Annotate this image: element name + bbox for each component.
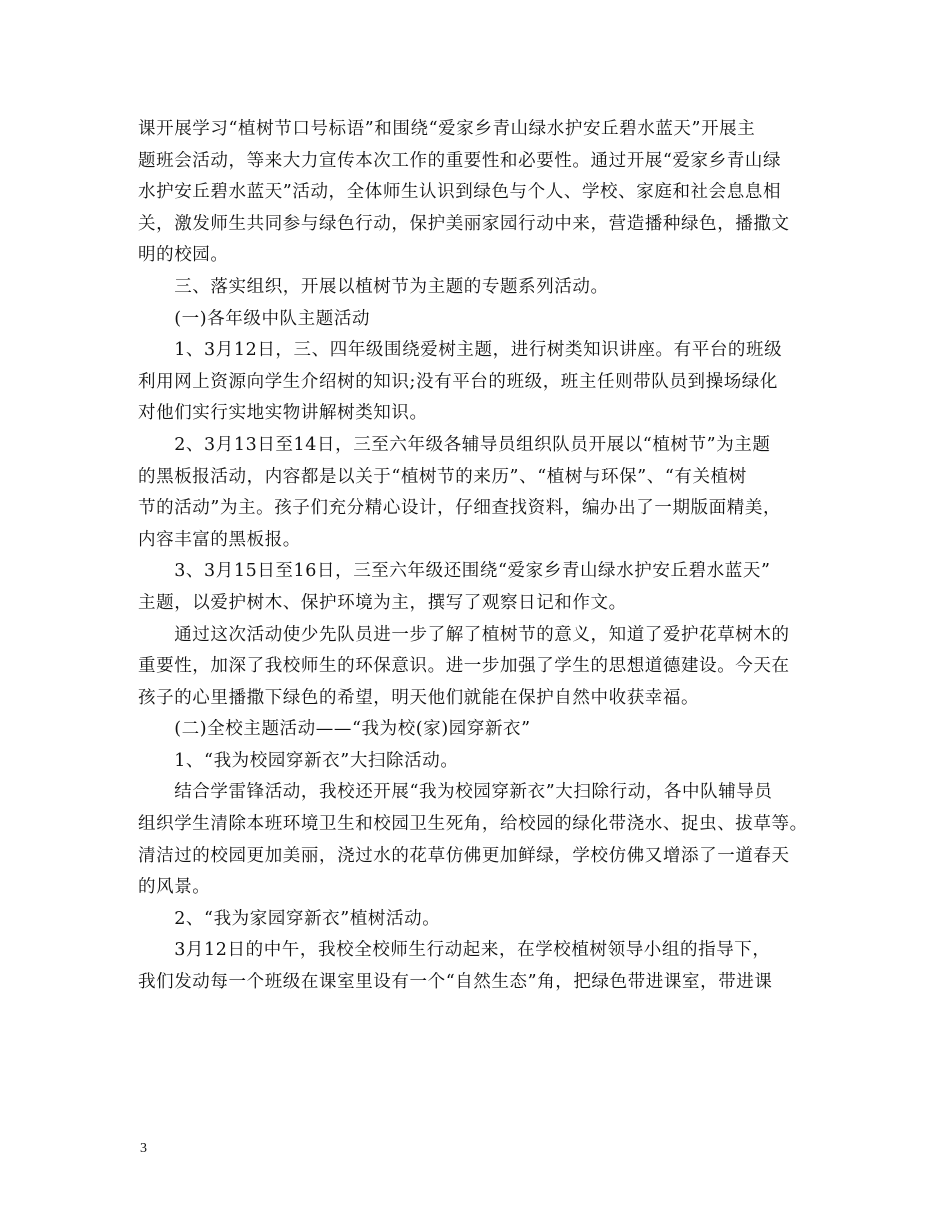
text-line: 明的校园。: [138, 245, 229, 266]
text-line: 3月12日的中午，我校全校师生行动起来，在学校植树领导小组的指导下，: [138, 940, 771, 961]
text-line: 的黑板报活动，内容都是以关于“植树节的来历”、“植树与环保”、“有关植树: [138, 466, 747, 487]
text-line: 水护安丘碧水蓝天”活动，全体师生认识到绿色与个人、学校、家庭和社会息息相: [138, 182, 782, 203]
subsection-heading: (一)各年级中队主题活动: [138, 308, 371, 329]
text-line: 清洁过的校园更加美丽，浇过水的花草仿佛更加鲜绿，学校仿佛又增添了一道春天: [138, 845, 790, 866]
text-line: 重要性，加深了我校师生的环保意识。进一步加强了学生的思想道德建设。今天在: [138, 656, 790, 677]
text-line: 2、3月13日至14日，三至六年级各辅导员组织队员开展以“植树节”为主题: [138, 434, 771, 455]
text-line: 通过这次活动使少先队员进一步了解了植树节的意义，知道了爱护花草树木的: [138, 624, 790, 645]
text-line: 关，激发师生共同参与绿色行动，保护美丽家园行动中来，营造播种绿色，播撒文: [138, 213, 790, 234]
text-line: 对他们实行实地实物讲解树类知识。: [138, 403, 428, 424]
text-line: 3、3月15日至16日，三至六年级还围绕“爱家乡青山绿水护安丘碧水蓝天”: [138, 561, 771, 582]
text-line: 题班会活动，等来大力宣传本次工作的重要性和必要性。通过开展“爱家乡青山绿: [138, 150, 782, 171]
document-body: [138, 114, 818, 999]
text-line: 结合学雷锋活动，我校还开展“我为校园穿新衣”大扫除行动，各中队辅导员: [138, 782, 773, 803]
text-line: 利用网上资源向学生介绍树的知识;没有平台的班级，班主任则带队员到操场绿化: [138, 371, 778, 392]
text-line: 内容丰富的黑板报。: [138, 529, 301, 550]
text-line: 孩子的心里播撒下绿色的希望，明天他们就能在保护自然中收获幸福。: [138, 687, 700, 708]
section-heading: 三、落实组织，开展以植树节为主题的专题系列活动。: [138, 276, 609, 297]
text-line: 课开展学习“植树节口号标语”和围绕“爱家乡青山绿水护安丘碧水蓝天”开展主: [138, 119, 756, 139]
page-number: 3: [140, 1141, 147, 1156]
subsection-heading: (二)全校主题活动——“我为校(家)园穿新衣”: [138, 719, 531, 740]
text-line: 的风景。: [138, 877, 211, 898]
text-line: 主题，以爱护树木、保护环境为主，撰写了观察日记和作文。: [138, 592, 627, 613]
text-line: 2、“我为家园穿新衣”植树活动。: [138, 908, 441, 929]
text-line: 组织学生清除本班环境卫生和校园卫生死角，给校园的绿化带浇水、捉虫、拔草等。: [138, 814, 808, 835]
text-line: 1、3月12日，三、四年级围绕爱树主题，进行树类知识讲座。有平台的班级: [138, 340, 783, 361]
text-line: 我们发动每一个班级在课室里设有一个“自然生态”角，把绿色带进课室，带进课: [138, 972, 773, 993]
text-line: 1、“我为校园穿新衣”大扫除活动。: [138, 750, 459, 771]
text-line: 节的活动”为主。孩子们充分精心设计，仔细查找资料，编办出了一期版面精美，: [138, 498, 782, 519]
